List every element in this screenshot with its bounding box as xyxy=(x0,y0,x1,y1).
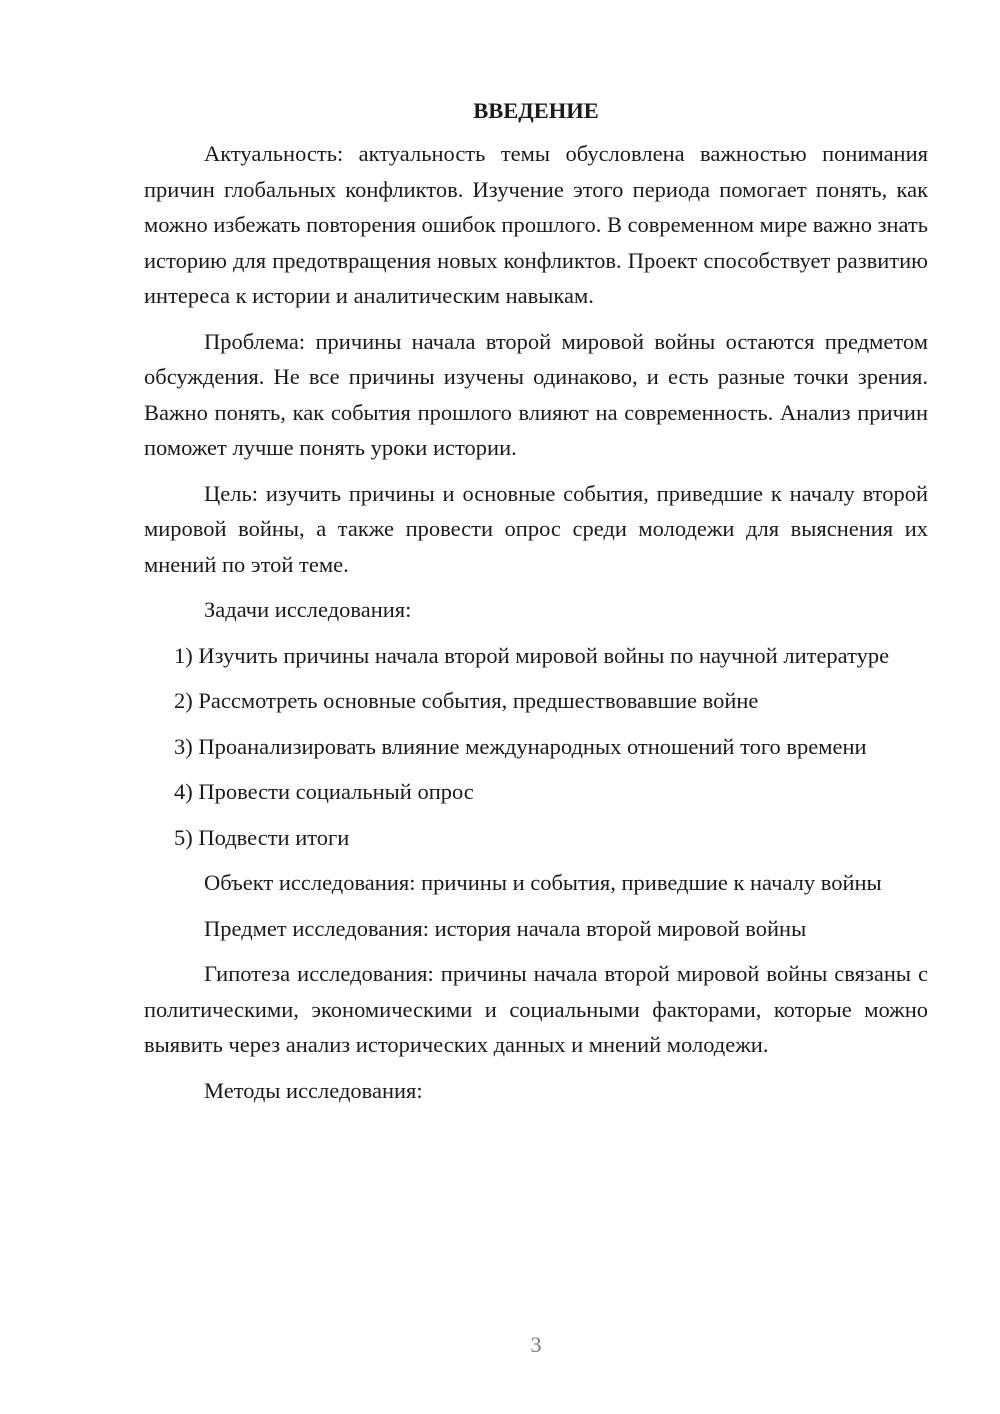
goal-paragraph: Цель: изучить причины и основные события, приведшие к началу второй мировой войны, а также провести опрос среди молодежи для выяснения их мнений по этой теме. xyxy=(144,480,928,577)
tasks-heading: Задачи исследования: xyxy=(204,597,412,622)
task-item-4: 4) Провести социальный опрос xyxy=(174,779,474,804)
page-number: 3 xyxy=(530,1332,542,1357)
subject-paragraph: Предмет исследования: история начала второй мировой войны xyxy=(204,915,807,941)
section-title: ВВЕДЕНИЕ xyxy=(473,98,599,123)
problem-paragraph: Проблема: причины начала второй мировой войны остаются предметом обсуждения. Не все причины изучены одинаково, и есть разные точки зрения. Важно понять, как события прошлого влияют на современность. Анализ причин поможет лучше понять уроки истории. xyxy=(144,328,928,460)
task-item-1: 1) Изучить причины начала второй мировой войны по научной литературе xyxy=(174,642,890,668)
task-item-3: 3) Проанализировать влияние международных отношений того времени xyxy=(174,733,867,759)
task-item-2: 2) Рассмотреть основные события, предшествовавшие войне xyxy=(174,688,759,713)
document-page xyxy=(144,96,928,1118)
object-paragraph: Объект исследования: причины и события, приведшие к началу войны xyxy=(204,870,882,895)
hypothesis-paragraph: Гипотеза исследования: причины начала второй мировой войны связаны с политическими, экономическими и социальными факторами, которые можно выявить через анализ исторических данных и мнений молодежи. xyxy=(144,961,928,1057)
relevance-paragraph: Актуальность: актуальность темы обусловлена важностью понимания причин глобальных конфликтов. Изучение этого периода помогает понять, как можно избежать повторения ошибок прошлого. В современном мире важно знать историю для предотвращения новых конфликтов. Проект способствует развитию интереса к истории и аналитическим навыкам. xyxy=(144,141,929,308)
methods-heading: Методы исследования: xyxy=(204,1077,423,1103)
task-item-5: 5) Подвести итоги xyxy=(174,824,350,850)
